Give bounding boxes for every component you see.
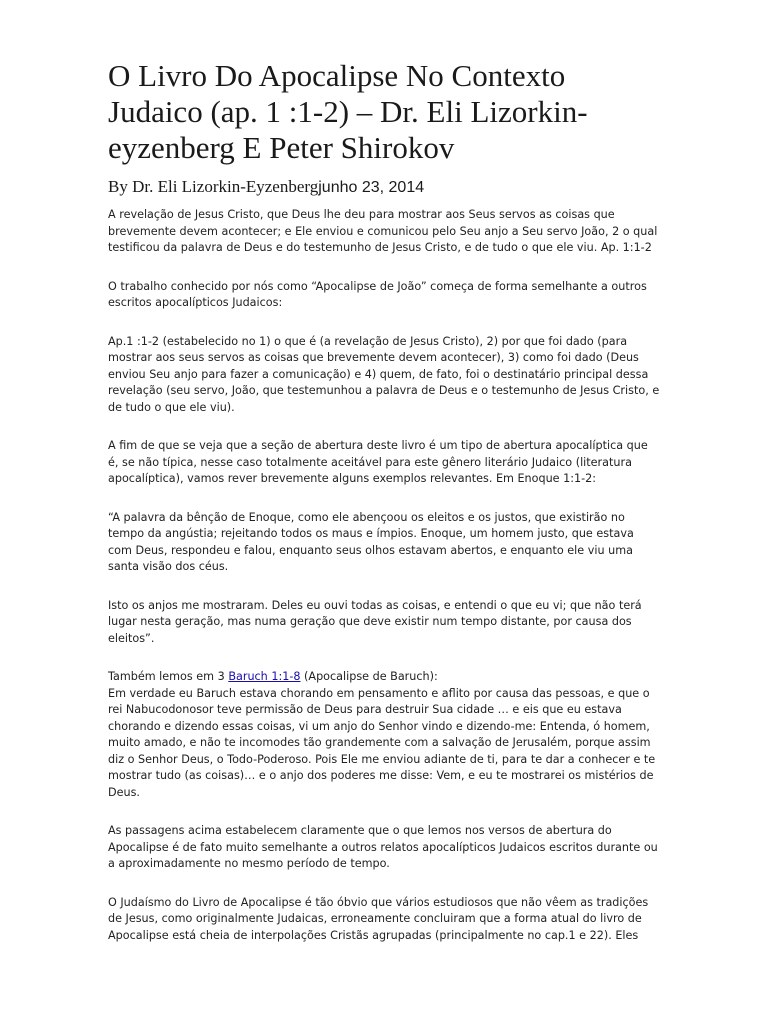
paragraph: “A palavra da bênção de Enoque, como ele abençoou os eleitos e os justos, que existirão no tempo da angústia; rejeitando todos os maus e ímpios. Enoque, um homem justo, que estava com Deus, respondeu e falou, enquanto seus olhos estavam abertos, e enquanto ele viu uma santa visão dos céus. xyxy=(108,510,634,573)
paragraph: O trabalho conhecido por nós como “Apocalipse de João” começa de forma semelhante a outros escritos apocalípticos Judaicos: xyxy=(108,279,647,309)
baruch-intro xyxy=(108,669,660,686)
baruch-quote: Em verdade eu Baruch estava chorando em pensamento e aflito por causa das pessoas, e que o rei Nabucodonosor teve permissão de Deus para destruir Sua cidade … e eis que eu estava chorando e dizendo essas coisas, vi um anjo do Senhor vindo e dizendo-me: Entenda, ó homem, muito amado, e não te incomodes tão grandemente com a salvação de Jerusalém, porque assim diz o Senhor Deus, o Todo-Poderoso. Pois Ele me enviou adiante de ti, para te dar a conhecer e te mostrar tudo (as coisas)… e o anjo dos poderes me disse: Vem, e eu te mostrarei os mistérios de Deus. xyxy=(108,686,656,799)
baruch-intro-before: Também lemos em 3 xyxy=(108,670,229,683)
paragraph: Isto os anjos me mostraram. Deles eu ouvi todas as coisas, e entendi o que eu vi; que não terá lugar nesta geração, mas numa geração que deve existir num tempo distante, por causa dos eleitos”. xyxy=(108,598,642,645)
paragraph: A fim de que se veja que a seção de abertura deste livro é um tipo de abertura apocalíptica que é, se não típica, nesse caso totalmente aceitável para este gênero literário Judaico (literatura apocalíptica), vamos rever brevemente alguns exemplos relevantes. Em Enoque 1:1-2: xyxy=(108,439,648,485)
baruch-link[interactable]: Baruch 1:1-8 xyxy=(228,670,301,683)
baruch-intro-after: (Apocalipse de Baruch): xyxy=(300,670,438,683)
paragraph: A revelação de Jesus Cristo, que Deus lhe deu para mostrar aos Seus servos as coisas que brevemente devem acontecer; e Ele enviou e comunicou pelo Seu anjo a Seu servo João, 2 o qual testificou da palavra de Deus e do testemunho de Jesus Cristo, e de tudo o que ele viu. Ap. 1:1-2 xyxy=(108,208,658,254)
byline-date: junho 23, 2014 xyxy=(318,179,425,196)
paragraph: As passagens acima estabelecem claramente que o que lemos nos versos de abertura do Apocalipse é de fato muito semelhante a outros relatos apocalípticos Judaicos escritos durante ou a aproximadamente no mesmo período de tempo. xyxy=(108,824,658,870)
article-title: O Livro Do Apocalipse No Contexto Judaico (ap. 1 :1-2) – Dr. Eli Lizorkin-eyzenberg E Peter Shirokov xyxy=(108,58,588,165)
byline-author: By Dr. Eli Lizorkin-Eyzenberg xyxy=(108,177,319,196)
document-page xyxy=(108,58,660,966)
article-body xyxy=(108,207,660,944)
paragraph: O Judaísmo do Livro de Apocalipse é tão óbvio que vários estudiosos que não vêem as tradições de Jesus, como originalmente Judaicas, erroneamente concluiram que a forma atual do livro de Apocalipse está cheia de interpolações Cristãs agrupadas (principalmente no cap.1 e 22). Eles xyxy=(108,895,649,942)
byline xyxy=(108,176,660,199)
paragraph: Ap.1 :1-2 (estabelecido no 1) o que é (a revelação de Jesus Cristo), 2) por que foi dado (para mostrar aos seus servos as coisas que brevemente devem acontecer), 3) como foi dado (Deus enviou Seu anjo para fazer a comunicação) e 4) quem, de fato, foi o destinatário principal dessa revelação (seu servo, João, que testemunhou a palavra de Deus e o testemunho de Jesus Cristo, e de tudo o que ele viu). xyxy=(108,334,660,414)
